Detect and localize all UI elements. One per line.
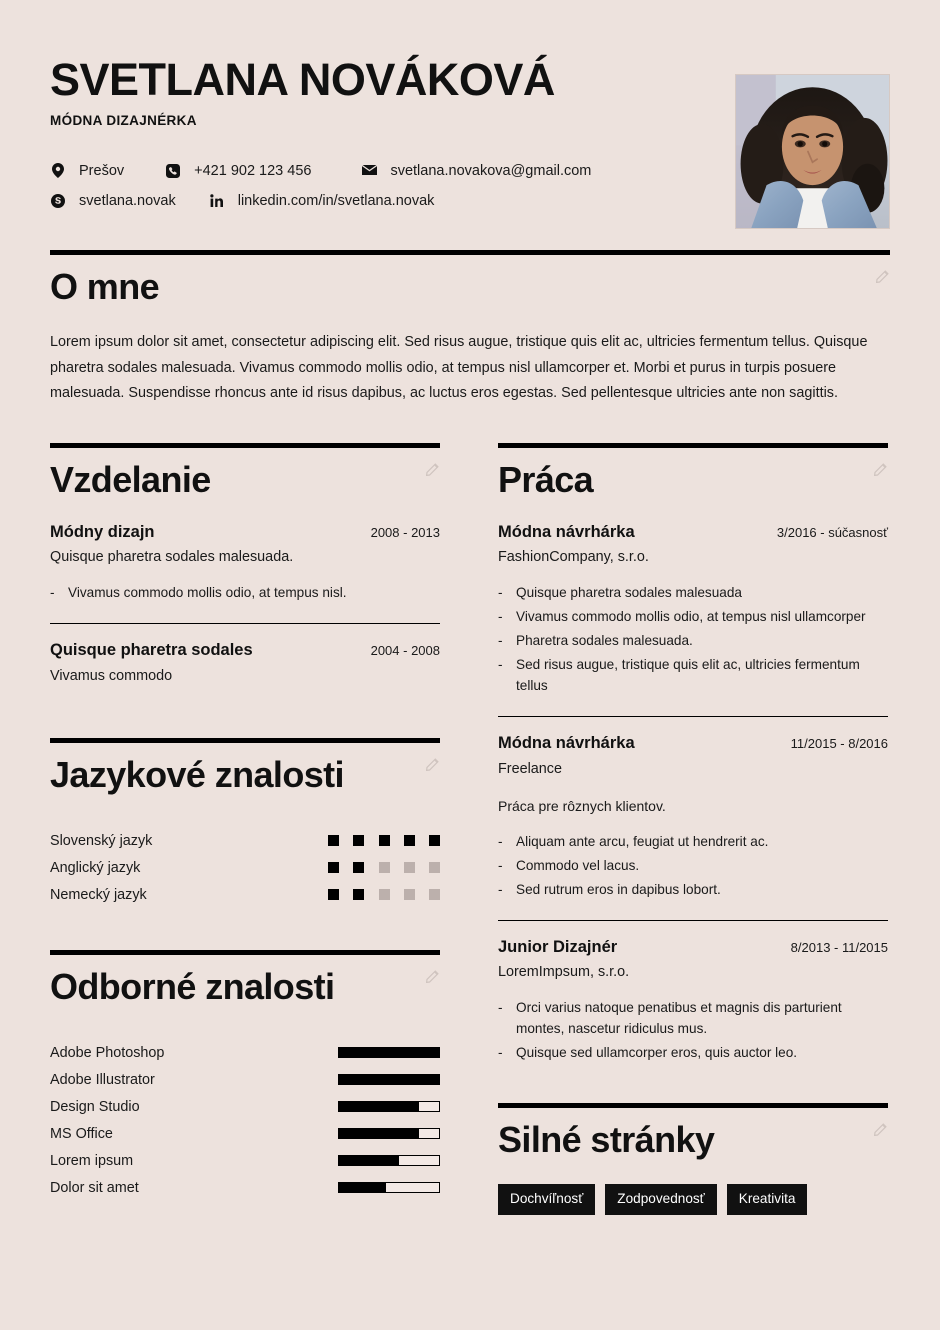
page-title: SVETLANA NOVÁKOVÁ — [50, 54, 555, 105]
level-square — [404, 889, 415, 900]
list-item — [50, 881, 440, 908]
entry-header — [498, 937, 888, 958]
level-square — [328, 835, 339, 846]
level-square — [429, 862, 440, 873]
entry-bullets — [498, 997, 888, 1063]
entry-date: 3/2016 - súčasnosť — [776, 524, 888, 540]
work-entry — [498, 506, 888, 718]
bullet-text: Vivamus commodo mollis odio, at tempus nisl ullamcorper — [516, 609, 866, 625]
job-title: MÓDNA DIZAJNÉRKA — [50, 112, 197, 128]
skill-name: Adobe Illustrator — [50, 1071, 155, 1088]
status-badge: Kreativita — [727, 1184, 808, 1215]
bullet-text: Aliquam ante arcu, feugiat ut hendrerit ac. — [516, 833, 769, 849]
avatar — [735, 74, 890, 229]
skill-progress-fill — [339, 1183, 386, 1192]
contact-linkedin[interactable] — [209, 193, 435, 209]
entry-subtitle: FashionCompany, s.r.o. — [498, 549, 649, 566]
skill-name: Lorem ipsum — [50, 1152, 134, 1169]
skill-progress-fill — [339, 1075, 439, 1084]
contact-list — [50, 156, 711, 216]
location-pin-icon — [50, 163, 66, 179]
skill-progress-bar — [338, 1101, 440, 1112]
skills-header — [50, 955, 440, 1013]
level-square — [379, 862, 390, 873]
language-name: Nemecký jazyk — [50, 886, 147, 903]
entry-title: Módna návrhárka — [498, 522, 635, 541]
list-item — [498, 654, 888, 696]
list-item — [498, 630, 888, 651]
skill-progress-bar — [338, 1155, 440, 1166]
entry-bullets — [498, 831, 888, 900]
skill-name: Adobe Photoshop — [50, 1044, 165, 1061]
bullet-dash: - — [498, 1000, 503, 1016]
work-entry — [498, 921, 888, 1064]
list-item — [50, 1039, 440, 1066]
section-title-work: Práca — [498, 458, 594, 500]
contact-email-text: svetlana.novakova@gmail.com — [390, 162, 592, 179]
entry-subtitle: Vivamus commodo — [50, 667, 173, 684]
education-entry — [50, 624, 440, 686]
section-title-education: Vzdelanie — [50, 458, 211, 500]
section-title-about: O mne — [50, 266, 160, 307]
entry-header — [498, 733, 888, 754]
skill-progress-fill — [339, 1102, 419, 1111]
work-header — [498, 448, 888, 506]
resume-header — [50, 0, 890, 229]
level-square — [429, 889, 440, 900]
edit-pencil-icon[interactable] — [874, 1122, 888, 1136]
entry-subtitle: Quisque pharetra sodales malesuada. — [50, 549, 294, 566]
entry-note: Práca pre rôznych klientov. — [498, 797, 666, 814]
list-item — [498, 582, 888, 603]
skill-progress-fill — [339, 1048, 439, 1057]
linkedin-icon — [209, 193, 225, 209]
edit-pencil-icon[interactable] — [426, 969, 440, 983]
list-item — [50, 854, 440, 881]
about-body-text: Lorem ipsum dolor sit amet, consectetur adipiscing elit. Sed risus augue, tristique quis elit ac, ultricies fermentum tellus. Quisque pharetra sodales malesuada. Vivamus commodo mollis odio, at tempus nisl ullamcorper et. Morbi et purus in turpis posuere malesuada. Suspendisse rhoncus ante id risus dapibus, ac luctus eros egestas. Sed pellentesque ultricies ante non sagittis. — [50, 333, 868, 402]
bullet-dash: - — [498, 1045, 503, 1061]
about-header — [50, 255, 890, 313]
entry-title: Quisque pharetra sodales — [50, 641, 253, 660]
level-square — [429, 835, 440, 846]
section-strengths — [498, 1103, 888, 1215]
skill-progress-bar — [338, 1074, 440, 1085]
edit-pencil-icon[interactable] — [426, 757, 440, 771]
skill-name: Dolor sit amet — [50, 1179, 139, 1196]
bullet-text: Quisque sed ullamcorper eros, quis auctor leo. — [516, 1045, 798, 1061]
bullet-dash: - — [498, 585, 503, 601]
list-item — [498, 855, 888, 876]
section-education — [50, 443, 440, 687]
level-square — [404, 862, 415, 873]
profile-photo-graphic — [736, 75, 889, 228]
level-square — [353, 862, 364, 873]
section-skills — [50, 950, 440, 1201]
status-badge: Dochvíľnosť — [498, 1184, 595, 1215]
main-columns — [50, 443, 890, 1215]
entry-header — [498, 522, 888, 543]
list-item — [50, 1066, 440, 1093]
list-item — [50, 1093, 440, 1120]
contact-phone-text: +421 902 123 456 — [194, 162, 312, 179]
language-level-meter — [328, 889, 440, 900]
envelope-icon — [361, 163, 377, 179]
language-level-meter — [328, 862, 440, 873]
bullet-dash: - — [498, 833, 503, 849]
entry-subtitle: Freelance — [498, 760, 562, 777]
level-square — [353, 889, 364, 900]
edit-pencil-icon[interactable] — [876, 269, 890, 283]
contact-location-text: Prešov — [79, 162, 125, 179]
language-list — [50, 827, 440, 908]
contact-row-2 — [50, 186, 711, 216]
bullet-text: Quisque pharetra sodales malesuada — [516, 585, 742, 601]
contact-phone[interactable] — [165, 163, 311, 179]
list-item — [50, 1147, 440, 1174]
bullet-text: Sed risus augue, tristique quis elit ac, ultricies fermentum tellus — [516, 657, 860, 694]
list-item — [50, 1174, 440, 1201]
section-work — [498, 443, 888, 1064]
list-item — [498, 831, 888, 852]
entry-bullets — [498, 582, 888, 696]
entry-date: 8/2013 - 11/2015 — [790, 939, 888, 955]
header-text-block — [50, 56, 711, 216]
entry-title: Módna návrhárka — [498, 734, 635, 753]
skill-progress-bar — [338, 1047, 440, 1058]
left-column — [50, 443, 440, 1215]
entry-date: 2004 - 2008 — [370, 643, 440, 659]
tags-row — [498, 1184, 888, 1215]
edit-pencil-icon[interactable] — [874, 462, 888, 476]
skill-progress-bar — [338, 1182, 440, 1193]
bottom-spacer — [50, 1215, 890, 1275]
work-entry — [498, 717, 888, 921]
list-item — [50, 827, 440, 854]
list-item — [498, 997, 888, 1039]
entry-date: 11/2015 - 8/2016 — [790, 736, 888, 752]
skype-icon — [50, 193, 66, 209]
languages-header — [50, 743, 440, 801]
skill-list — [50, 1039, 440, 1201]
contact-skype-text: svetlana.novak — [79, 192, 176, 209]
bullet-dash: - — [498, 881, 503, 897]
entry-subtitle: LoremImpsum, s.r.o. — [498, 964, 630, 981]
level-square — [353, 835, 364, 846]
language-name: Anglický jazyk — [50, 859, 141, 876]
bullet-text: Commodo vel lacus. — [516, 857, 640, 873]
contact-row-1 — [50, 156, 711, 186]
bullet-text: Sed rutrum eros in dapibus lobort. — [516, 881, 721, 897]
status-badge: Zodpovednosť — [605, 1184, 716, 1215]
level-square — [379, 835, 390, 846]
bullet-text: Vivamus commodo mollis odio, at tempus nisl. — [68, 585, 347, 601]
edit-pencil-icon[interactable] — [426, 462, 440, 476]
skill-progress-fill — [339, 1129, 419, 1138]
list-item — [50, 1120, 440, 1147]
skill-name: Design Studio — [50, 1098, 140, 1115]
education-header — [50, 448, 440, 506]
education-entry — [50, 506, 440, 624]
skill-progress-bar — [338, 1128, 440, 1139]
entry-header — [50, 640, 440, 661]
level-square — [404, 835, 415, 846]
language-level-meter — [328, 835, 440, 846]
bullet-dash: - — [498, 633, 503, 649]
bullet-text: Orci varius natoque penatibus et magnis dis parturient montes, nascetur ridiculus mus. — [516, 1000, 842, 1037]
contact-skype[interactable] — [50, 193, 176, 209]
phone-icon — [165, 163, 181, 179]
skill-name: MS Office — [50, 1125, 113, 1142]
contact-email[interactable] — [361, 163, 591, 179]
section-title-skills: Odborné znalosti — [50, 966, 335, 1008]
list-item — [50, 582, 440, 603]
bullet-dash: - — [498, 657, 503, 673]
entry-title: Junior Dizajnér — [498, 937, 618, 956]
list-item — [498, 606, 888, 627]
contact-location[interactable] — [50, 163, 124, 179]
section-languages — [50, 738, 440, 908]
section-title-languages: Jazykové znalosti — [50, 754, 344, 796]
contact-linkedin-text: linkedin.com/in/svetlana.novak — [237, 192, 435, 209]
skill-progress-fill — [339, 1156, 399, 1165]
section-about — [50, 250, 890, 407]
bullet-dash: - — [498, 857, 503, 873]
entry-date: 2008 - 2013 — [370, 524, 440, 540]
list-item — [498, 1042, 888, 1063]
strength-tag-list — [498, 1184, 888, 1215]
language-name: Slovenský jazyk — [50, 832, 153, 849]
entry-title: Módny dizajn — [50, 522, 155, 541]
bullet-dash: - — [498, 609, 503, 625]
entry-bullets — [50, 582, 440, 603]
level-square — [379, 889, 390, 900]
entry-header — [50, 522, 440, 543]
level-square — [328, 889, 339, 900]
section-title-strengths: Silné stránky — [498, 1119, 715, 1161]
list-item — [498, 879, 888, 900]
bullet-dash: - — [50, 585, 55, 601]
right-column — [498, 443, 888, 1215]
strengths-header — [498, 1108, 888, 1166]
bullet-text: Pharetra sodales malesuada. — [516, 633, 693, 649]
level-square — [328, 862, 339, 873]
